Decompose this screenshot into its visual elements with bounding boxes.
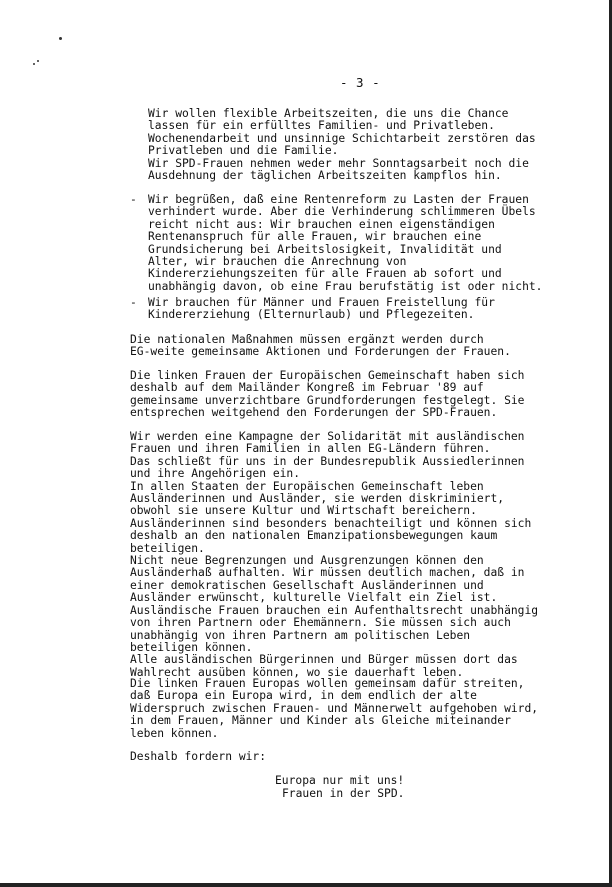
scan-speck [37,60,39,62]
scan-speck [33,63,35,65]
paragraph-parental-leave: Wir brauchen für Männer und Frauen Freistellung für Kindererziehung (Elternurlaub) und Pflegezeiten. [148,296,495,322]
closing-slogan-line2: Frauen in der SPD. [282,787,405,800]
paragraph-solidarity-campaign: Wir werden eine Kampagne der Solidarität mit ausländischen Frauen und ihren Familien in allen EG-Ländern führen. Das schließt für uns in der Bundesrepublik Aussiedlerinnen und ihre Angehörigen ein. In allen Staaten der Europäischen Gemeinschaft leben Ausländerinnen und Ausländer, sie werden diskriminiert, obwohl sie unsere Kultur und Wirtschaft bereichern. Ausländerinnen sind besonders benachteiligt und können sich deshalb an den nationalen Emanzipationsbewegungen kaum beteiligen. Nicht neue Begrenzungen und Ausgrenzungen können den Ausländerhaß aufhalten. Wir müssen deutlich machen, daß in einer demokratischen Gesellschaft Ausländerinnen und Ausländer erwünscht, kulturelle Vielfalt ein Ziel ist. Ausländische Frauen brauchen ein Aufenthaltsrecht unabhängig von ihren Partnern oder Ehemännern. Sie müssen sich auch unabhängig von ihren Partnern am politischen Leben beteiligen können. Alle ausländischen Bürgerinnen und Bürger müssen dort das Wahlrecht ausüben können, wo sie dauerhaft leben. [130,430,539,679]
paragraph-demand-intro: Deshalb fordern wir: [130,750,267,763]
bullet-dash: - [130,296,137,309]
paragraph-working-hours: Wir wollen flexible Arbeitszeiten, die uns die Chance lassen für ein erfülltes Familien- und Privatleben. Wochenendarbeit und unsinnige Schichtarbeit zerstören das Privatleben und die Familie. Wir SPD-Frauen nehmen weder mehr Sonntagsarbeit noch die Ausdehnung der täglichen Arbeitszeiten kampflos hin. [148,107,536,183]
paragraph-milan-congress: Die linken Frauen der Europäischen Gemeinschaft haben sich deshalb auf dem Mailänder Kongreß im Februar '89 auf gemeinsame unverzichtbare Grundforderungen festgelegt. Sie entsprechen weitgehend den Forderungen der SPD-Frauen. [130,369,525,420]
bullet-dash: - [130,193,137,206]
scan-speck [59,37,62,40]
paragraph-national-measures: Die nationalen Maßnahmen müssen ergänzt werden durch EG-weite gemeinsame Aktionen und Forderungen der Frauen. [130,333,511,359]
paragraph-europe-women: Die linken Frauen Europas wollen gemeinsam dafür streiten, daß Europa ein Europa wird, in dem endlich der alte Widerspruch zwischen Frauen- und Männerwelt aufgehoben wird, in dem Frauen, Männer und Kinder als Gleiche miteinander leben können. [130,677,539,740]
paragraph-pension-reform: Wir begrüßen, daß eine Rentenreform zu Lasten der Frauen verhindert wurde. Aber die Verhinderung schlimmeren Übels reicht nicht aus: Wir brauchen einen eigenständigen Rentenanspruch für alle Frauen, wir brauchen eine Grundsicherung bei Arbeitslosigkeit, Invalidität und Alter, wir brauchen die Anrechnung von Kindererziehungszeiten für alle Frauen ab sofort und unabhängig davon, ob eine Frau berufstätig ist oder nicht. [148,193,543,293]
closing-slogan-line1: Europa nur mit uns! [275,774,405,787]
page-number: - 3 - [340,75,381,90]
